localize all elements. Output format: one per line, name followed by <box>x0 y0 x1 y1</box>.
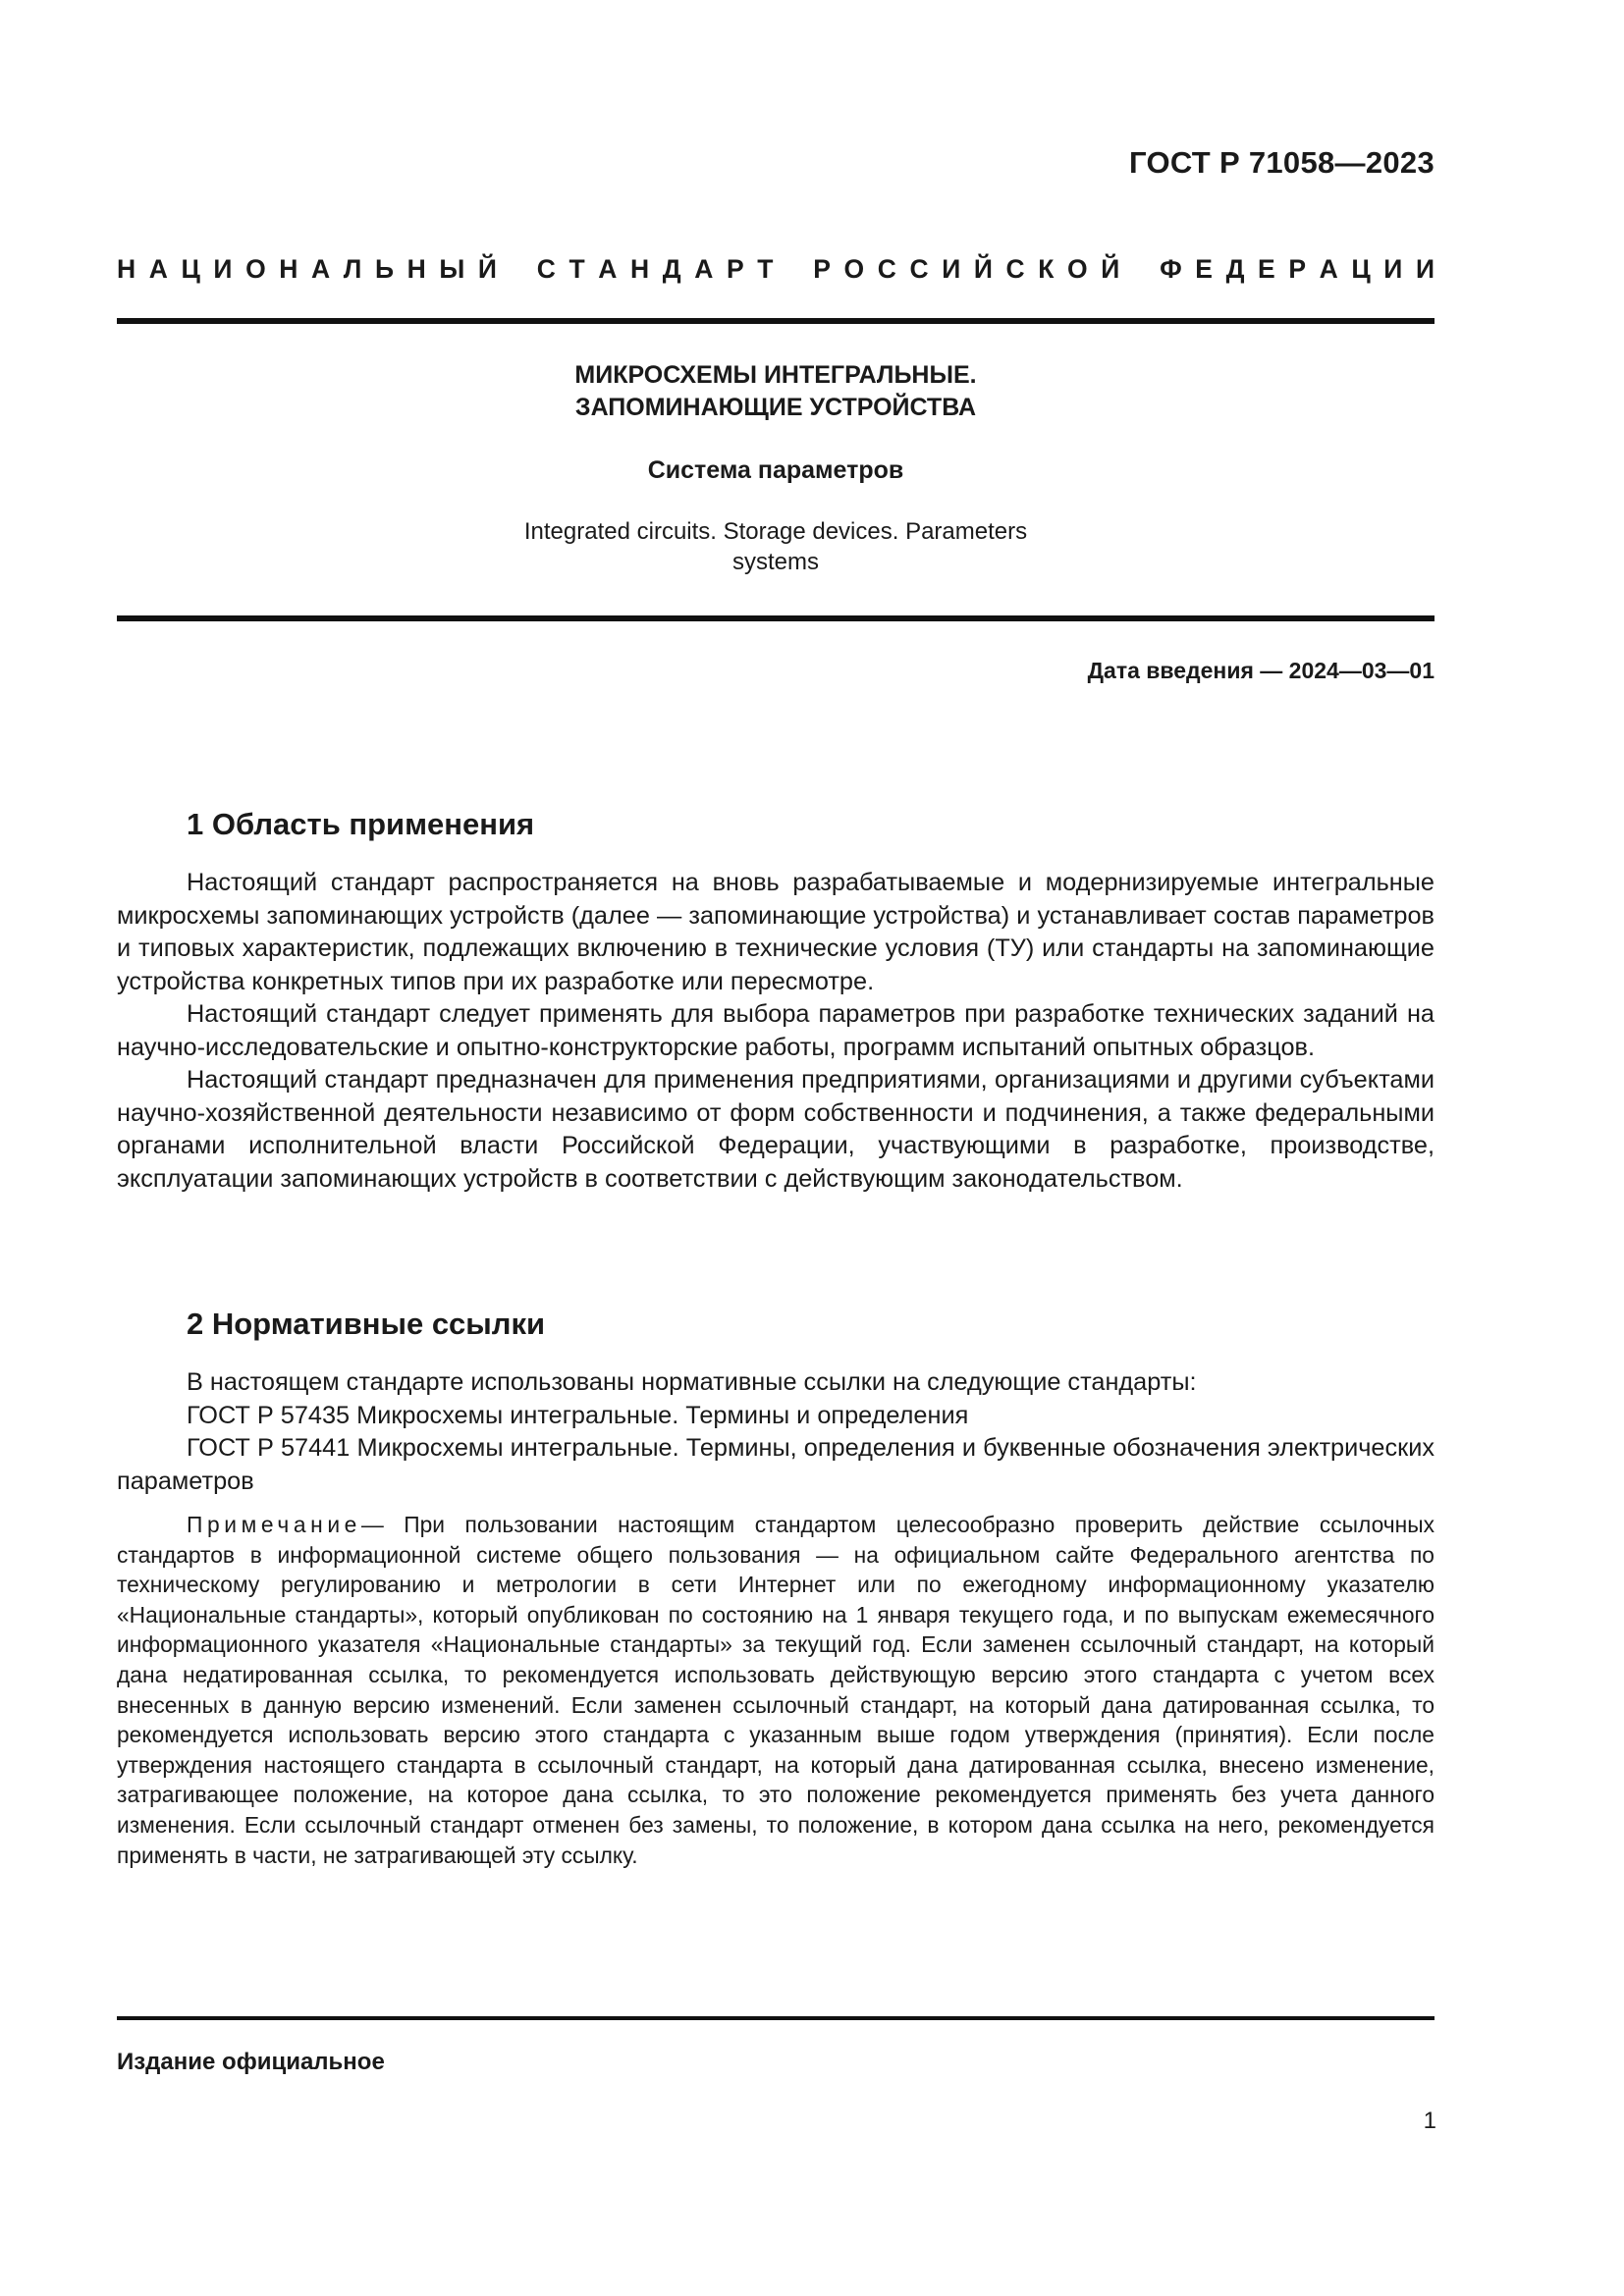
top-divider <box>117 318 1435 324</box>
reference-item: ГОСТ Р 57435 Микросхемы интегральные. Термины и определения <box>187 1401 969 1429</box>
note-block <box>117 1510 1435 1870</box>
paragraph: В настоящем стандарте использованы нормативные ссылки на следующие стандарты: <box>187 1368 1197 1396</box>
reference-item: ГОСТ Р 57441 Микросхемы интегральные. Термины, определения и буквенные обозначения электрических параметров <box>117 1434 1435 1495</box>
title-line-2: ЗАПОМИНАЮЩИЕ УСТРОЙСТВА <box>574 394 977 421</box>
introduction-date: Дата введения — 2024—03—01 <box>1087 658 1435 683</box>
national-standard-banner: Н А Ц И О Н А Л Ь Н Ы Й С Т А Н Д А Р Т Р О С С И Й С К О Й Ф Е Д Е Р А Ц И И <box>117 254 1435 284</box>
paragraph: Настоящий стандарт следует применять для выбора параметров при разработке технических заданий на научно-исследовательские и опытно-конструкторские работы, программ испытаний опытных образцов. <box>117 1000 1435 1061</box>
document-title-ru <box>117 359 1435 424</box>
paragraph: Настоящий стандарт распространяется на вновь разрабатываемые и модернизируемые интегральные микросхемы запоминающих устройств (далее — запоминающие устройства) и устанавливает состав параметров и типовых характеристик, подлежащих включению в технические условия (ТУ) или стандарты на запоминающие устройства конкретных типов при их разработке или пересмотре. <box>117 869 1435 995</box>
page-number: 1 <box>1423 2108 1436 2134</box>
title-line-1: МИКРОСХЕМЫ ИНТЕГРАЛЬНЫЕ. <box>574 361 977 389</box>
title-en-line-1: Integrated circuits. Storage devices. Parameters <box>523 518 1028 545</box>
document-title-en <box>117 516 1435 577</box>
title-divider <box>117 615 1435 621</box>
footer-divider <box>117 2016 1435 2020</box>
section-2-body <box>117 1366 1435 1498</box>
document-subtitle-ru: Система параметров <box>647 456 904 484</box>
title-en-line-2: systems <box>731 549 819 575</box>
document-number: ГОСТ Р 71058—2023 <box>1129 145 1435 180</box>
note-text: — При пользовании настоящим стандартом целесообразно проверить действие ссылочных стандартов в информационной системе общего пользования — на официальном сайте Федерального агентства по техническому регулированию и метрологии в сети Интернет или по ежегодному информационному указателю «Национальные стандарты», который опубликован по состоянию на 1 января текущего года, и по выпускам ежемесячного информационного указателя «Национальные стандарты» за текущий год. Если заменен ссылочный стандарт, на который дана недатированная ссылка, то рекомендуется использовать действующую версию этого стандарта с учетом всех внесенных в данную версию изменений. Если заменен ссылочный стандарт, на который дана датированная ссылка, то рекомендуется использовать версию этого стандарта с указанным выше годом утверждения (принятия). Если после утверждения настоящего стандарта в ссылочный стандарт, на который дана датированная ссылка, внесено изменение, затрагивающее положение, на которое дана ссылка, то это положение рекомендуется применять без учета данного изменения. Если ссылочный стандарт отменен без замены, то положение, в котором дана ссылка на него, рекомендуется применять в части, не затрагивающей эту ссылку. <box>117 1512 1435 1868</box>
section-1-body <box>117 867 1435 1196</box>
paragraph: Настоящий стандарт предназначен для применения предприятиями, организациями и другими субъектами научно-хозяйственной деятельности независимо от форм собственности и подчинения, а также федеральными органами исполнительной власти Российской Федерации, участвующими в разработке, производстве, эксплуатации запоминающих устройств в соответствии с действующим законодательством. <box>117 1066 1435 1193</box>
section-1-heading: 1 Область применения <box>187 807 535 841</box>
section-2-heading: 2 Нормативные ссылки <box>187 1307 546 1341</box>
edition-label: Издание официальное <box>117 2049 385 2075</box>
note-label: Примечание <box>187 1512 361 1537</box>
